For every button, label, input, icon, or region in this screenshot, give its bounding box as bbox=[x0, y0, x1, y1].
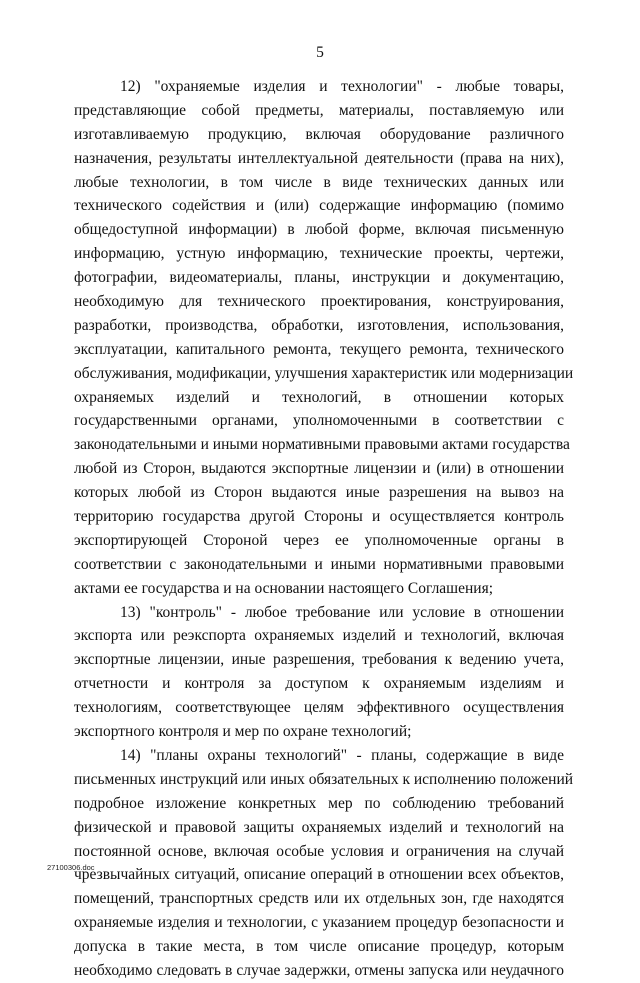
text-line: разработки, производства, обработки, изготовления, использования, bbox=[74, 316, 564, 334]
text-line: экспортного контроля и мер по охране технологий; bbox=[74, 723, 412, 741]
text-line: любые технологии, в том числе в виде технических данных или bbox=[74, 173, 564, 191]
paragraph-14 bbox=[74, 744, 574, 983]
text-line: назначения, результаты интеллектуальной деятельности (права на них), bbox=[74, 149, 564, 167]
paragraph-12 bbox=[74, 75, 574, 601]
footer-filename: 27100306.doc bbox=[47, 863, 95, 872]
text-line: представляющие собой предметы, материалы, поставляемую или bbox=[74, 101, 564, 119]
paragraph-13 bbox=[74, 601, 564, 744]
text-line: территорию государства другой Стороны и осуществляется контроль bbox=[74, 508, 564, 526]
text-line: любой из Сторон, выдаются экспортные лицензии и (или) в отношении bbox=[74, 460, 564, 478]
text-line: которых любой из Сторон выдаются иные разрешения на вывоз на bbox=[74, 484, 564, 502]
text-line: охраняемые изделия и технологии, с указанием процедур безопасности и bbox=[74, 914, 564, 932]
text-line: экспортирующей Стороной через ее уполномоченные органы в bbox=[74, 531, 564, 549]
text-line: 12) "охраняемые изделия и технологии" - любые товары, bbox=[120, 78, 564, 95]
text-line: обслуживания, модификации, улучшения характеристик или модернизации bbox=[74, 364, 574, 382]
text-line: помещений, транспортных средств или их отдельных зон, где находятся bbox=[74, 890, 564, 908]
text-line: эксплуатации, капитального ремонта, текущего ремонта, технического bbox=[74, 340, 564, 358]
text-line: постоянной основе, включая особые условия и ограничения на случай bbox=[74, 842, 564, 860]
text-line: информацию, устную информацию, технические проекты, чертежи, bbox=[74, 245, 564, 263]
text-line: необходимую для технического проектирования, конструирования, bbox=[74, 293, 564, 311]
text-line: актами ее государства и на основании настоящего Соглашения; bbox=[74, 579, 494, 597]
text-line: технологиям, соответствующее целям эффективного осуществления bbox=[74, 699, 564, 717]
text-line: экспортные лицензии, иные разрешения, требования к ведению учета, bbox=[74, 651, 564, 669]
text-line: охраняемых изделий и технологий, в отношении которых bbox=[74, 388, 564, 406]
text-line: фотографии, видеоматериалы, планы, инструкции и документацию, bbox=[74, 269, 564, 287]
text-line: физической и правовой защиты охраняемых изделий и технологий на bbox=[74, 818, 564, 836]
text-line: чрезвычайных ситуаций, описание операций в отношении всех объектов, bbox=[74, 866, 564, 884]
text-line: допуска в такие места, в том числе описание процедур, которым bbox=[74, 938, 564, 956]
text-line: 14) "планы охраны технологий" - планы, содержащие в виде bbox=[120, 746, 564, 764]
text-line: экспорта или реэкспорта охраняемых изделий и технологий, включая bbox=[74, 627, 564, 645]
text-line: общедоступной информации) в любой форме, включая письменную bbox=[74, 221, 564, 239]
text-line: изготавливаемую продукцию, включая оборудование различного bbox=[74, 125, 564, 143]
text-line: 13) "контроль" - любое требование или условие в отношении bbox=[120, 603, 564, 621]
text-line: отчетности и контроля за доступом к охраняемым изделиям и bbox=[74, 675, 564, 693]
document-body bbox=[74, 75, 574, 983]
page-number: 5 bbox=[316, 44, 324, 61]
text-line: технического содействия и (или) содержащие информацию (помимо bbox=[74, 197, 564, 215]
text-line: подробное изложение конкретных мер по соблюдению требований bbox=[74, 794, 564, 812]
text-line: необходимо следовать в случае задержки, отмены запуска или неудачного bbox=[74, 961, 564, 979]
text-line: соответствии с законодательными и иными нормативными правовыми bbox=[74, 555, 564, 573]
text-line: законодательными и иными нормативными правовыми актами государства bbox=[74, 436, 570, 454]
text-line: государственными органами, уполномоченными в соответствии с bbox=[74, 412, 564, 430]
text-line: письменных инструкций или иных обязательных к исполнению положений bbox=[74, 770, 574, 788]
